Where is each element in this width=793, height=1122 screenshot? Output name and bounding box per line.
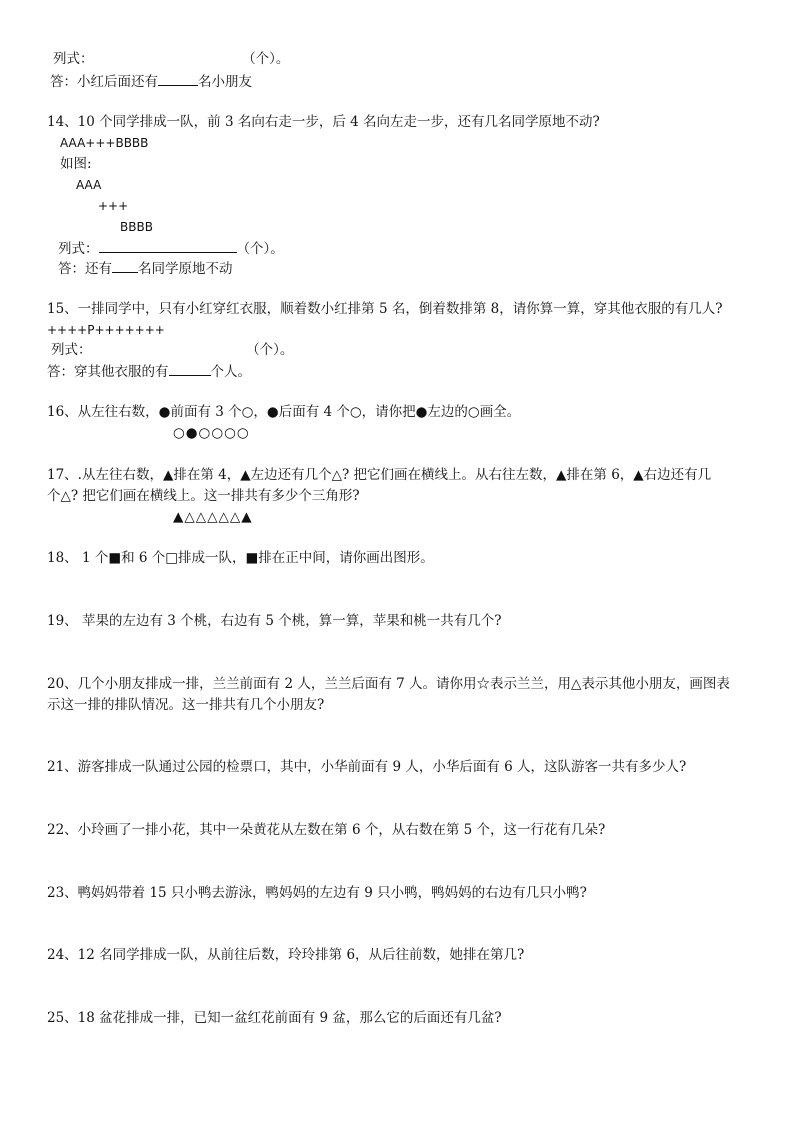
q15-answer-post: 个人。: [210, 364, 251, 380]
q24-question: 24、12 名同学排成一队，从前往后数，玲玲排第 6，从后往前数，她排在第几?: [47, 947, 525, 963]
q14-line-code: AAA+++BBBB: [60, 136, 149, 150]
q23-question: 23、鸭妈妈带着 15 只小鸭去游泳，鸭妈妈的左边有 9 只小鸭，鸭妈妈的右边有几只小鸭?: [47, 885, 587, 901]
q18-question: 18、 1 个■和 6 个□排成一队，■排在正中间，请你画出图形。: [47, 550, 434, 566]
q14-formula-label: 列式：: [58, 241, 99, 257]
q14-formula-line: [58, 238, 284, 258]
q17-question-line1: 17、.从左往右数，▲排在第 4，▲左边还有几个△? 把它们画在横线上。从右往左数，▲排在第 6，▲右边还有几: [47, 467, 712, 483]
q14-answer-line: [58, 258, 233, 278]
q13-formula-line: [53, 50, 289, 68]
q25-question: 25、18 盆花排成一排，已知一盆红花前面有 9 盆，那么它的后面还有几盆?: [47, 1010, 502, 1026]
q14-answer-pre: 答：还有: [58, 261, 112, 277]
q17-figure: ▲△△△△△▲: [173, 509, 253, 525]
q14-answer-blank[interactable]: [112, 258, 138, 273]
q13-answer-post: 名小朋友: [198, 74, 252, 90]
q13-answer-pre: 答：小红后面还有: [50, 74, 158, 90]
q20-question-line1: 20、几个小朋友排成一排，兰兰前面有 2 人，兰兰后面有 7 人。请你用☆表示兰兰，用△表示其他小朋友，画图表: [47, 676, 730, 692]
q22-question: 22、小玲画了一排小花，其中一朵黄花从左数在第 6 个，从右数在第 5 个，这一行花有几朵?: [47, 822, 606, 838]
q15-formula-label: 列式：: [51, 342, 92, 358]
q15-answer-blank[interactable]: [169, 361, 211, 376]
q14-as-shown: 如图:: [60, 156, 92, 172]
q13-formula-label: 列式：: [53, 51, 94, 67]
q15-answer-pre: 答：穿其他衣服的有: [47, 364, 169, 380]
q13-unit: （个）。: [242, 51, 290, 67]
q15-question: 15、一排同学中，只有小红穿红衣服，顺着数小红排第 5 名，倒着数排第 8，请你算一算，穿其他衣服的有几人?: [47, 301, 723, 317]
q14-formula-blank[interactable]: [99, 238, 237, 253]
q15-unit: （个）。: [246, 342, 294, 358]
q14-unit: （个）。: [236, 241, 284, 257]
q19-question: 19、 苹果的左边有 3 个桃，右边有 5 个桃，算一算，苹果和桃一共有几个?: [47, 613, 502, 629]
q16-question: 16、从左往右数，●前面有 3 个○，●后面有 4 个○，请你把●左边的○画全。: [47, 404, 521, 420]
q21-question: 21、游客排成一队通过公园的检票口，其中，小华前面有 9 人，小华后面有 6 人，这队游客一共有多少人?: [47, 759, 687, 775]
q14-row-plus: +++: [98, 199, 129, 213]
q13-answer-line: [50, 71, 252, 91]
q15-answer-line: [47, 361, 251, 381]
q15-line-code: ++++P+++++++: [47, 323, 165, 337]
q14-row-a: AAA: [76, 178, 102, 192]
q16-figure: ○●○○○○: [173, 425, 250, 441]
q20-question-line2: 示这一排的排队情况。这一排共有几个小朋友?: [47, 697, 325, 713]
q13-answer-blank[interactable]: [158, 71, 198, 86]
q17-question-line2: 个△? 把它们画在横线上。这一排共有多少个三角形?: [47, 488, 360, 504]
q15-formula-line: [51, 341, 293, 359]
q14-row-b: BBBB: [120, 220, 153, 234]
q14-answer-post: 名同学原地不动: [138, 261, 233, 277]
q14-question: 14、10 个同学排成一队，前 3 名向右走一步，后 4 名向左走一步，还有几名同学原地不动?: [47, 114, 600, 130]
